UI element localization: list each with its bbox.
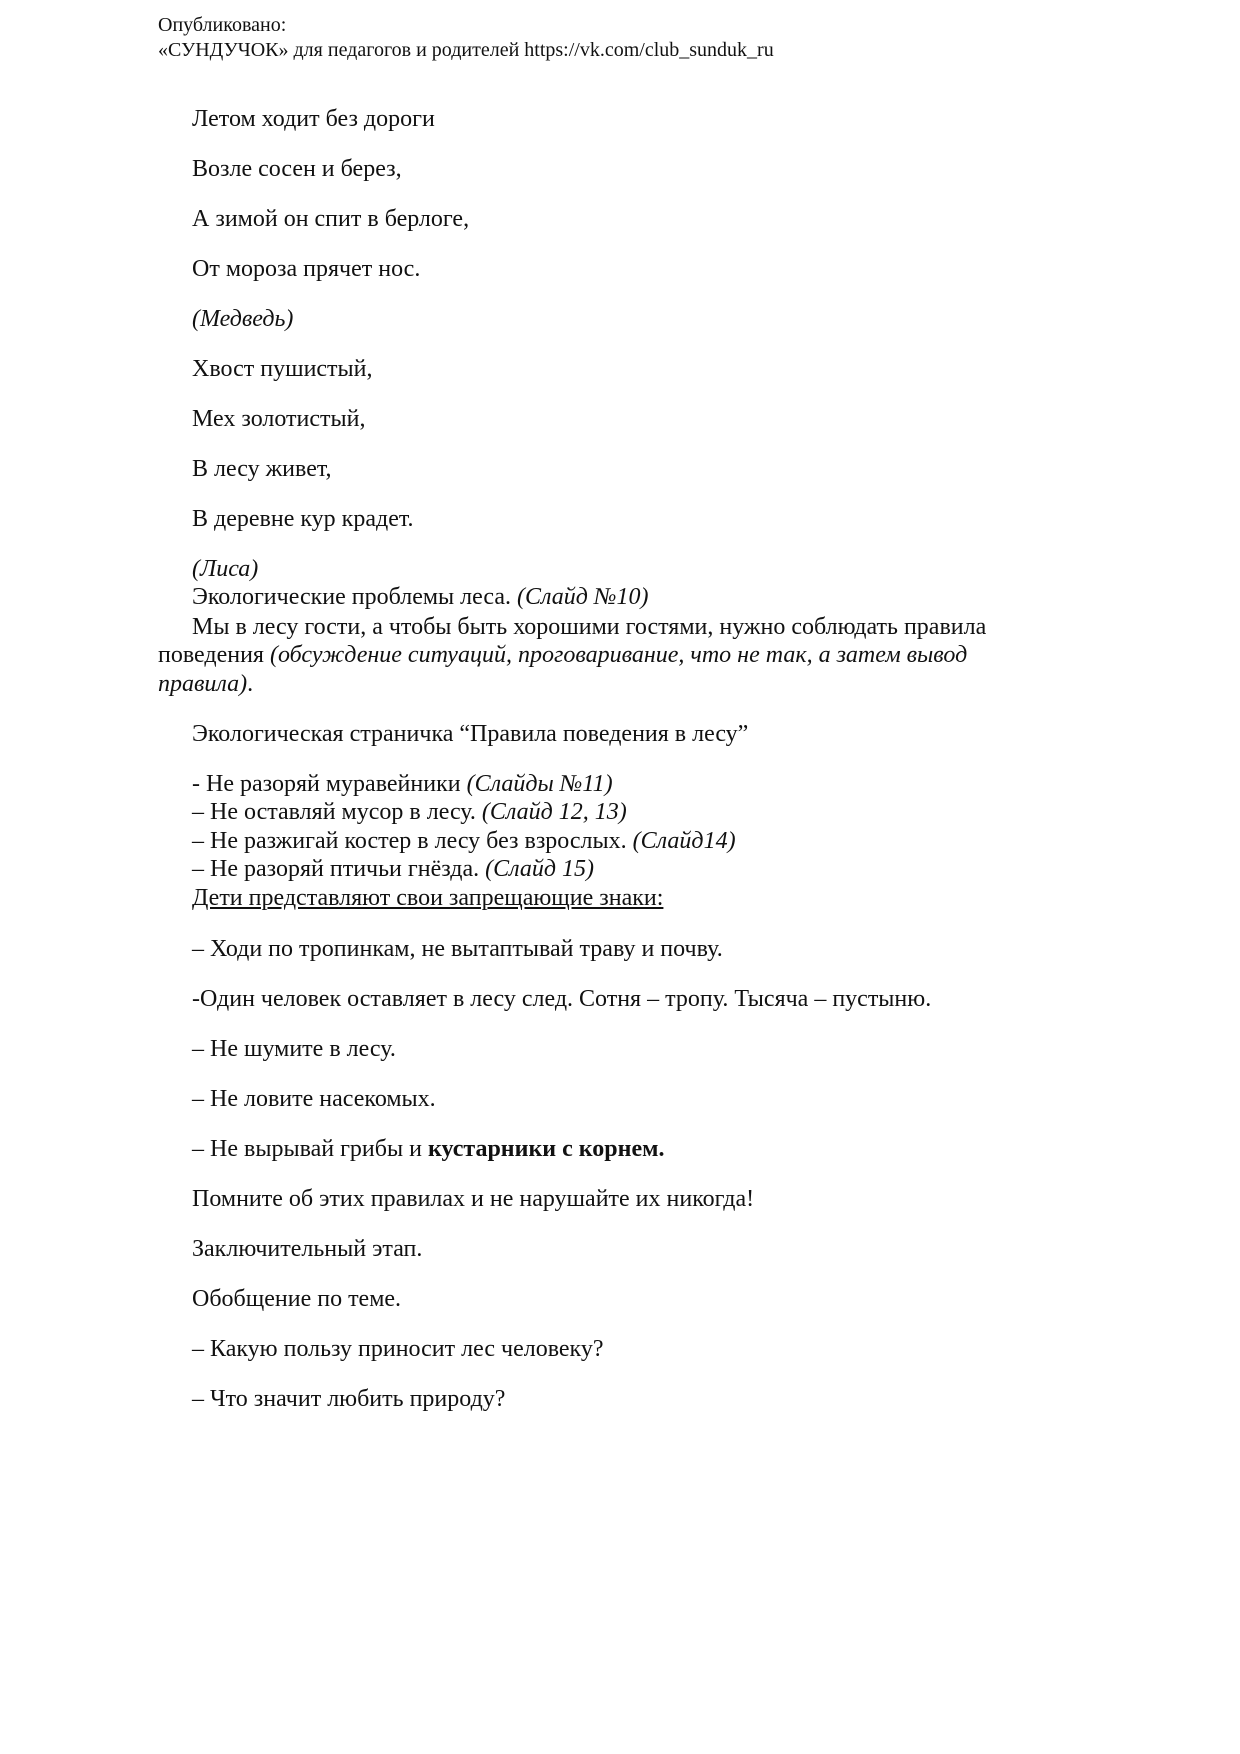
text-line (158, 670, 253, 699)
published-label: Опубликовано: (158, 14, 287, 36)
text-line (192, 505, 414, 534)
italic-text: (Слайд14) (632, 828, 736, 854)
text-segment: – Ходи по тропинкам, не вытаптывай траву и почву. (192, 936, 723, 962)
text-line (192, 1335, 604, 1364)
source-line: «СУНДУЧОК» для педагогов и родителей https://vk.com/club_sunduk_ru (158, 39, 774, 61)
text-segment: . (247, 671, 254, 697)
italic-text: (Слайды №11) (466, 771, 613, 797)
text-segment: – Какую пользу приносит лес человеку? (192, 1336, 604, 1362)
text-line (192, 1285, 401, 1314)
text-line (192, 1035, 396, 1064)
text-segment: Экологическая страничка “Правила поведения в лесу” (192, 721, 749, 747)
text-line (192, 305, 293, 334)
text-line (192, 770, 613, 799)
text-segment: Мы в лесу гости, а чтобы быть хорошими гостями, нужно соблюдать правила (192, 614, 987, 640)
text-line (192, 884, 663, 913)
text-segment: В деревне кур крадет. (192, 506, 414, 532)
text-segment: Помните об этих правилах и не нарушайте их никогда! (192, 1186, 755, 1212)
text-segment: В лесу живет, (192, 456, 332, 482)
bold-text: кустарники с корнем. (427, 1136, 665, 1162)
underlined-text: Дети представляют свои запрещающие знаки: (192, 885, 664, 911)
text-segment: От мороза прячет нос. (192, 256, 421, 282)
text-line (192, 355, 373, 384)
text-line (192, 1085, 436, 1114)
text-line (192, 798, 627, 827)
italic-text: (Слайд №10) (516, 584, 649, 610)
text-line (192, 105, 435, 134)
text-segment: – Что значит любить природу? (192, 1386, 506, 1412)
text-segment: – Не оставляй мусор в лесу. (192, 799, 482, 825)
text-line (192, 155, 402, 184)
text-line (192, 827, 736, 856)
text-line (192, 205, 469, 234)
text-segment: – Не вырывай грибы и (192, 1136, 428, 1162)
text-segment: Хвост пушистый, (192, 356, 373, 382)
text-segment: – Не ловите насекомых. (192, 1086, 436, 1112)
text-line (192, 1235, 422, 1264)
text-line (192, 613, 986, 642)
text-segment: – Не разоряй птичьи гнёзда. (192, 856, 486, 882)
text-line (192, 583, 649, 612)
text-line (192, 455, 332, 484)
text-line (158, 641, 967, 670)
italic-text: (обсуждение ситуаций, проговаривание, что не так, а затем вывод (269, 642, 968, 668)
text-line (192, 1185, 754, 1214)
italic-text: (Слайд 15) (485, 856, 595, 882)
italic-text: (Лиса) (192, 556, 259, 582)
text-line (192, 935, 723, 964)
text-segment: -Один человек оставляет в лесу след. Сотня – тропу. Тысяча – пустыню. (192, 986, 932, 1012)
text-line (192, 405, 365, 434)
text-line (192, 1385, 505, 1414)
text-line (192, 855, 594, 884)
text-line (192, 255, 420, 284)
text-segment: А зимой он спит в берлоге, (192, 206, 470, 232)
italic-text: (Слайд 12, 13) (481, 799, 627, 825)
text-line (192, 555, 258, 584)
italic-text: правила) (158, 671, 248, 697)
italic-text: (Медведь) (192, 306, 294, 332)
text-segment: Обобщение по теме. (192, 1286, 402, 1312)
text-segment: Возле сосен и берез, (192, 156, 402, 182)
text-line (192, 720, 748, 749)
text-segment: – Не разжигай костер в лесу без взрослых. (192, 828, 633, 854)
text-segment: Экологические проблемы леса. (192, 584, 517, 610)
text-segment: поведения (158, 642, 270, 668)
text-segment: – Не шумите в лесу. (192, 1036, 396, 1062)
text-segment: Летом ходит без дороги (192, 106, 435, 132)
text-segment: Заключительный этап. (192, 1236, 423, 1262)
text-line (192, 1135, 664, 1164)
text-segment: Мех золотистый, (192, 406, 366, 432)
text-segment: - Не разоряй муравейники (192, 771, 467, 797)
text-line (192, 985, 931, 1014)
